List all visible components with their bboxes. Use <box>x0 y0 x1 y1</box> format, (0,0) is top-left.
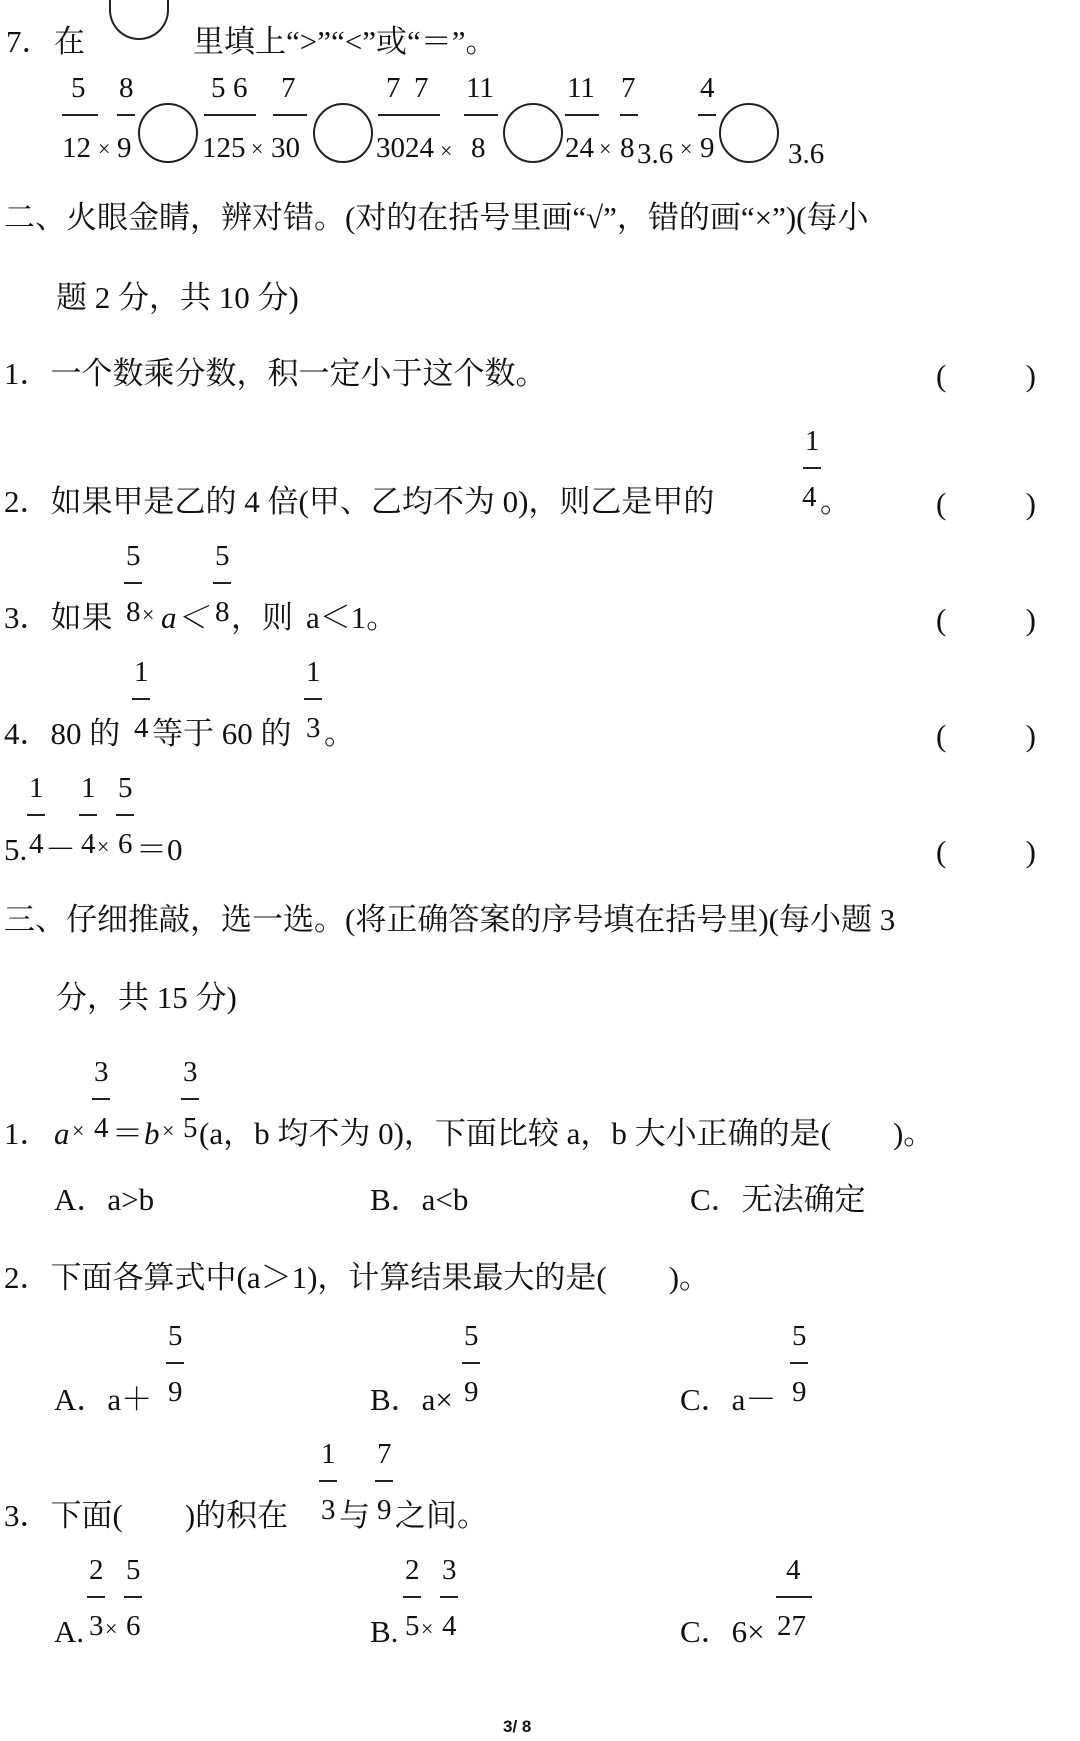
decimal-value: 3.6 <box>788 138 825 170</box>
frac-den: 9 <box>377 1494 392 1526</box>
frac-num: 3 <box>442 1554 457 1586</box>
answer-circle-1[interactable] <box>138 103 198 163</box>
minus-sign: － <box>45 832 76 867</box>
section3-title: 三、仔细推敲，选一选。(将正确答案的序号填在括号里)(每小题 3 <box>4 902 896 937</box>
frac-den: 5 <box>405 1610 420 1642</box>
frac-num: 7 <box>621 72 636 104</box>
option-1c[interactable]: C．无法确定 <box>690 1182 866 1217</box>
frac-den: 125 <box>202 132 246 164</box>
frac-num: 5 <box>118 772 133 804</box>
judge-q2-end: 。 <box>820 484 851 519</box>
frac-den: 4 <box>94 1112 109 1144</box>
choice-q3-mid: 与 <box>339 1498 370 1533</box>
frac-num: 5 <box>126 540 141 572</box>
choice-q3: 3．下面( )的积在 <box>4 1498 289 1533</box>
answer-paren-1[interactable] <box>936 358 1036 394</box>
answer-circle-2[interactable] <box>313 103 373 163</box>
frac-num: 2 <box>89 1554 104 1586</box>
frac-den: 4 <box>81 828 96 860</box>
fraction-bar <box>87 1596 105 1598</box>
frac-den: 8 <box>215 596 230 628</box>
fraction-bar <box>464 114 498 116</box>
fraction-bar <box>132 698 150 700</box>
option-3c[interactable]: C．6× <box>680 1614 765 1649</box>
frac-den: 9 <box>464 1376 479 1408</box>
frac-den: 3 <box>89 1610 104 1642</box>
q7-number: 7． <box>6 24 53 59</box>
fraction-bar <box>166 1362 184 1364</box>
times-sign: × <box>162 1118 175 1143</box>
option-1a[interactable]: A．a>b <box>54 1182 155 1217</box>
frac-den: 5 <box>183 1112 198 1144</box>
frac-den: 4 <box>29 828 44 860</box>
times-sign: × <box>251 136 264 161</box>
frac-den: 9 <box>700 132 715 164</box>
option-2b[interactable]: B．a× <box>370 1382 453 1417</box>
frac-den: 30 <box>271 132 300 164</box>
frac-num: 2 <box>405 1554 420 1586</box>
fraction-bar <box>79 814 97 816</box>
fraction-bar <box>62 114 98 116</box>
fraction-bar <box>378 114 440 116</box>
frac-num: 7 <box>281 72 296 104</box>
paren-left: ( <box>936 718 947 753</box>
fraction-bar <box>698 114 716 116</box>
judge-q2: 2．如果甲是乙的 4 倍(甲、乙均不为 0)，则乙是甲的 <box>4 484 715 519</box>
times-sign: × <box>142 602 155 627</box>
times-sign: × <box>421 1616 434 1641</box>
judge-q4: 4．80 的 <box>4 716 121 751</box>
answer-circle-3[interactable] <box>503 103 563 163</box>
fraction-bar <box>304 698 322 700</box>
choice-q1-number: 1． <box>4 1116 51 1151</box>
paren-right: ) <box>1025 486 1036 521</box>
frac-num: 5 <box>126 1554 141 1586</box>
fraction-bar <box>92 1098 110 1100</box>
fraction-bar <box>273 114 307 116</box>
frac-den: 3024 <box>376 132 434 164</box>
paren-right: ) <box>1025 718 1036 753</box>
option-3b[interactable]: B. <box>370 1614 399 1649</box>
frac-num: 11 <box>466 72 494 104</box>
section2-title-cont: 题 2 分，共 10 分) <box>56 280 299 315</box>
judge-q3-mid: a＜ <box>161 600 208 635</box>
frac-num: 5 <box>464 1320 479 1352</box>
frac-den: 3 <box>306 712 321 744</box>
fraction-bar <box>440 1596 458 1598</box>
var-b: b <box>144 1116 160 1151</box>
times-sign: × <box>599 136 612 161</box>
frac-num: 8 <box>119 72 134 104</box>
frac-den: 4 <box>442 1610 457 1642</box>
fraction-bar <box>319 1480 337 1482</box>
frac-den: 6 <box>126 1610 141 1642</box>
frac-num: 7 <box>377 1438 392 1470</box>
frac-num: 1 <box>805 425 820 457</box>
judge-q5-end: ＝0 <box>136 832 183 867</box>
frac-num: 1 <box>321 1438 336 1470</box>
frac-den: 8 <box>620 132 635 164</box>
choice-q1-text: (a，b 均不为 0)，下面比较 a，b 大小正确的是( )。 <box>199 1116 935 1151</box>
q7-instruction: 里填上“>”“<”或“＝”。 <box>193 24 497 59</box>
fraction-bar <box>375 1480 393 1482</box>
paren-right: ) <box>1025 834 1036 869</box>
frac-num: 4 <box>786 1554 801 1586</box>
paren-left: ( <box>936 834 947 869</box>
frac-num: 11 <box>567 72 595 104</box>
answer-paren-2[interactable] <box>936 486 1036 522</box>
frac-den: 9 <box>117 132 132 164</box>
fraction-bar <box>204 114 256 116</box>
frac-den: 4 <box>134 712 149 744</box>
paren-right: ) <box>1025 358 1036 393</box>
frac-num: 1 <box>29 772 44 804</box>
option-3a[interactable]: A. <box>54 1614 85 1649</box>
frac-den: 9 <box>168 1376 183 1408</box>
section2-title: 二、火眼金睛，辨对错。(对的在括号里画“√”，错的画“×”)(每小 <box>4 200 869 235</box>
section3-title-cont: 分，共 15 分) <box>56 980 237 1015</box>
frac-num: 3 <box>183 1056 198 1088</box>
fraction-bar <box>116 814 134 816</box>
paren-left: ( <box>936 602 947 637</box>
frac-num: 5 <box>215 540 230 572</box>
times-sign: × <box>680 136 693 161</box>
fraction-bar <box>620 114 638 116</box>
fraction-bar <box>27 814 45 816</box>
frac-num: 7 <box>386 72 401 104</box>
paren-right: ) <box>1025 602 1036 637</box>
frac-num: 4 <box>700 72 715 104</box>
answer-circle-4[interactable] <box>719 103 779 163</box>
paren-left: ( <box>936 486 947 521</box>
fraction-bar <box>124 1596 142 1598</box>
frac-den: 9 <box>792 1376 807 1408</box>
frac-den: 8 <box>471 132 486 164</box>
var-a: a <box>54 1116 70 1151</box>
frac-den: 12 <box>62 132 91 164</box>
judge-q1: 1．一个数乘分数，积一定小于这个数。 <box>4 356 547 391</box>
judge-q3-then: ，则 <box>231 600 293 635</box>
judge-q4-end: 。 <box>324 716 355 751</box>
times-sign: × <box>105 1616 118 1641</box>
option-1b[interactable]: B．a<b <box>370 1182 469 1217</box>
fraction-bar <box>790 1362 808 1364</box>
choice-q3-end: 之间。 <box>395 1498 488 1533</box>
judge-q3: 3．如果 <box>4 600 113 635</box>
answer-paren-4[interactable] <box>936 718 1036 754</box>
frac-den: 27 <box>777 1610 806 1642</box>
frac-den: 3 <box>321 1494 336 1526</box>
paren-left: ( <box>936 358 947 393</box>
times-sign: × <box>98 136 111 161</box>
fraction-bar <box>403 1596 421 1598</box>
page-number: 3/ 8 <box>503 1717 532 1736</box>
fraction-bar <box>462 1362 480 1364</box>
frac-num: 5 <box>71 72 86 104</box>
decimal-value: 3.6 <box>637 138 674 170</box>
frac-den: 24 <box>565 132 594 164</box>
judge-q3-end: a＜1。 <box>306 600 398 635</box>
frac-num: 6 <box>233 72 248 104</box>
answer-circle-sample <box>109 0 169 40</box>
frac-num: 1 <box>81 772 96 804</box>
frac-den: 4 <box>802 481 817 513</box>
frac-num: 1 <box>134 656 149 688</box>
equals-sign: ＝ <box>112 1116 143 1151</box>
answer-paren-5[interactable] <box>936 834 1036 870</box>
frac-den: 8 <box>126 596 141 628</box>
frac-num: 3 <box>94 1056 109 1088</box>
times-sign: × <box>97 834 110 859</box>
answer-paren-3[interactable] <box>936 602 1036 638</box>
frac-num: 1 <box>306 656 321 688</box>
frac-num: 5 <box>211 72 226 104</box>
frac-num: 5 <box>792 1320 807 1352</box>
option-2c[interactable]: C．a－ <box>680 1382 777 1417</box>
times-sign: × <box>72 1118 85 1143</box>
fraction-bar <box>124 582 142 584</box>
fraction-bar <box>776 1596 812 1598</box>
fraction-bar <box>565 114 599 116</box>
choice-q2: 2．下面各算式中(a＞1)，计算结果最大的是( )。 <box>4 1260 711 1295</box>
frac-den: 6 <box>118 828 133 860</box>
fraction-bar <box>213 582 231 584</box>
frac-num: 5 <box>168 1320 183 1352</box>
frac-num: 7 <box>414 72 429 104</box>
judge-q5: 5. <box>4 832 28 867</box>
fraction-bar <box>117 114 135 116</box>
option-2a[interactable]: A．a＋ <box>54 1382 153 1417</box>
fraction-bar <box>803 467 821 469</box>
times-sign: × <box>440 138 453 163</box>
fraction-bar <box>181 1098 199 1100</box>
q7-prefix: 在 <box>54 24 85 59</box>
judge-q4-mid: 等于 60 的 <box>152 716 292 751</box>
